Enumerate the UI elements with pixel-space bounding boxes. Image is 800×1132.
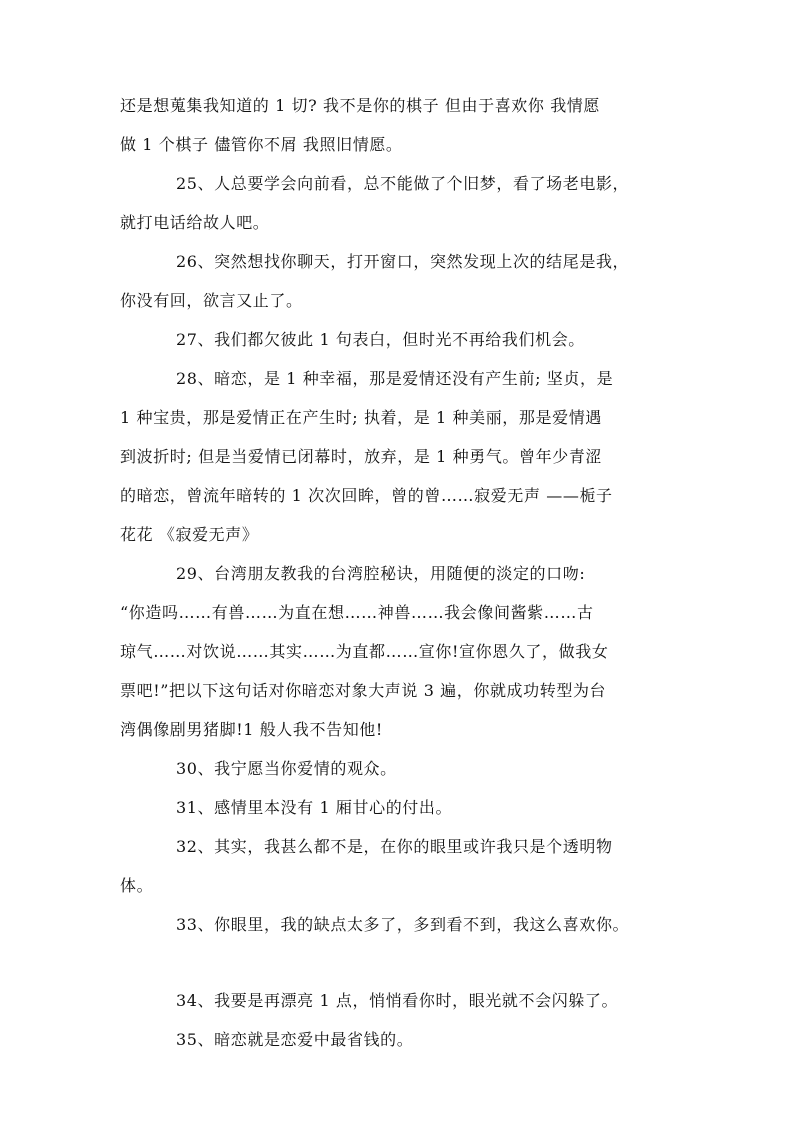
paragraph-32: 32、其实，我甚么都不是，在你的眼里或许我只是个透明物	[176, 837, 613, 856]
text-line: 你没有回，欲言又止了。	[120, 291, 303, 310]
paragraph-33: 33、你眼里，我的缺点太多了，多到看不到，我这么喜欢你。	[176, 915, 630, 934]
text-line: 票吧!”把以下这句话对你暗恋对象大声说 3 遍，你就成功转型为台	[120, 681, 607, 700]
text-line: 的暗恋，曾流年暗转的 1 次次回眸，曾的曾……寂爱无声 ——栀子	[120, 486, 613, 505]
text-line: 琼气……对饮说……其实……为直都……宣你!宣你恩久了，做我女	[120, 642, 609, 661]
text-line: 就打电话给故人吧。	[120, 213, 270, 232]
paragraph-26: 26、突然想找你聊天，打开窗口，突然发现上次的结尾是我，	[176, 252, 630, 271]
text-line: 花花 《寂爱无声》	[120, 525, 259, 544]
text-line: “你造吗……有兽……为直在想……神兽……我会像间酱紫……古	[120, 603, 594, 622]
text-line: 体。	[120, 876, 154, 895]
paragraph-28: 28、暗恋，是 1 种幸福，那是爱情还没有产生前; 坚贞，是	[176, 369, 614, 388]
text-line: 1 种宝贵，那是爱情正在产生时; 执着，是 1 种美丽，那是爱情遇	[120, 408, 602, 427]
text-line: 还是想蒐集我知道的 1 切? 我不是你的棋子 但由于喜欢你 我情愿	[120, 96, 600, 115]
paragraph-35: 35、暗恋就是恋爱中最省钱的。	[176, 1030, 414, 1049]
text-line: 湾偶像剧男猪脚!1 般人我不告知他!	[120, 720, 383, 739]
paragraph-25: 25、人总要学会向前看，总不能做了个旧梦，看了场老电影，	[176, 174, 630, 193]
paragraph-29: 29、台湾朋友教我的台湾腔秘诀，用随便的淡定的口吻:	[176, 564, 586, 583]
paragraph-31: 31、感情里本没有 1 厢甘心的付出。	[176, 798, 453, 817]
paragraph-27: 27、我们都欠彼此 1 句表白，但时光不再给我们机会。	[176, 330, 585, 349]
paragraph-30: 30、我宁愿当你爱情的观众。	[176, 759, 397, 778]
paragraph-34: 34、我要是再漂亮 1 点，悄悄看你时，眼光就不会闪躲了。	[176, 991, 619, 1010]
text-line: 到波折时; 但是当爱情已闭幕时，放弃，是 1 种勇气。曾年少青涩	[120, 447, 603, 466]
text-line: 做 1 个棋子 儘管你不屑 我照旧情愿。	[120, 135, 403, 154]
